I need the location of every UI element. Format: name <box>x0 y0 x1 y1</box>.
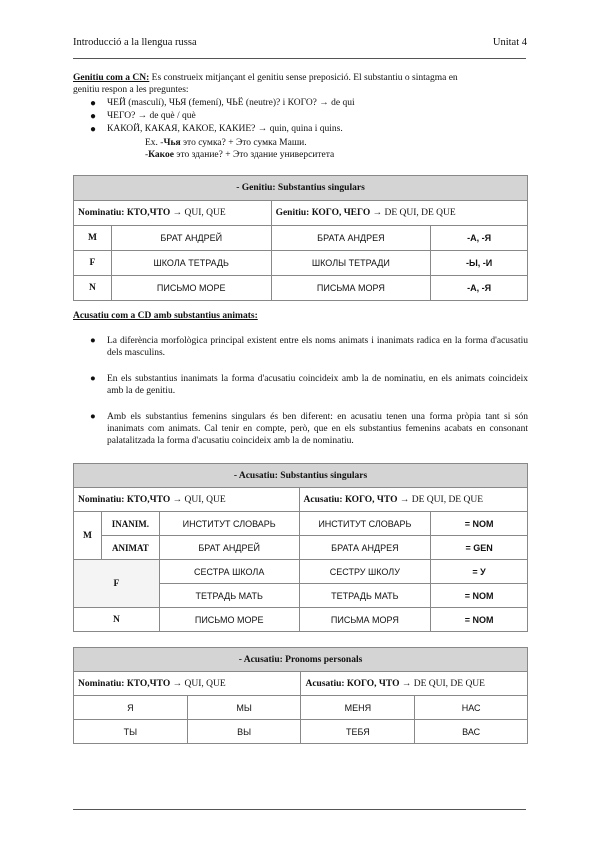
example-1: Ex. -Чья это сумка? + Это сумка Маши. <box>145 138 307 148</box>
table-row: N ПИСЬМО МОРЕ ПИСЬМА МОРЯ = NOM <box>74 608 528 632</box>
list-item: ● En els substantius inanimats la forma d'acusatiu coincideix amb la de nominatiu, en els animats coincideix amb la de genitiu. <box>90 374 528 396</box>
table-row: F ШКОЛА ТЕТРАДЬ ШКОЛЫ ТЕТРАДИ -Ы, -И <box>74 251 528 276</box>
table-header: Nominatiu: КТО,ЧТО → QUI, QUE <box>74 672 301 696</box>
table-row: ТЫ ВЫ ТЕБЯ ВАС <box>74 720 528 744</box>
table-row: F СЕСТРА ШКОЛА СЕСТРУ ШКОЛУ = У <box>74 560 528 584</box>
table-title: - Genitiu: Substantius singulars <box>74 176 528 201</box>
table-header: Genitiu: КОГО, ЧЕГО → DE QUI, DE QUE <box>271 201 527 226</box>
table-header: Nominatiu: КТО,ЧТО → QUI, QUE <box>74 488 300 512</box>
header-title: Introducció a la llengua russa <box>73 37 197 48</box>
list-item: ● Amb els substantius femenins singulars és ben diferent: en acusatiu tenen una forma pròpia tant si són inanimats com animats. Cal tenir en compte, però, que en els substantius femenins acabats en consonant palatalitzada la forma d'acusatiu coincideix amb la de nominatiu. <box>90 412 528 446</box>
acusatiu-table <box>73 463 528 632</box>
example-2: -Какое это здание? + Это здание университета <box>145 150 335 160</box>
table-row: ТЕТРАДЬ МАТЬ ТЕТРАДЬ МАТЬ = NOM <box>74 584 528 608</box>
list-item: ● La diferència morfològica principal existent entre els noms animats i inanimats radica en la forma d'acusatiu dels masculins. <box>90 336 528 358</box>
genitiu-table <box>73 175 528 301</box>
footer-rule <box>73 809 526 810</box>
table-title: - Acusatiu: Pronoms personals <box>74 648 528 672</box>
acusatiu-title-line <box>73 311 528 323</box>
table-header: Acusatiu: КОГО, ЧТО → DE QUI, DE QUE <box>299 488 527 512</box>
header-rule <box>73 58 526 59</box>
table-row: M БРАТ АНДРЕЙ БРАТА АНДРЕЯ -А, -Я <box>74 226 528 251</box>
table-row: ANIMAT БРАТ АНДРЕЙ БРАТА АНДРЕЯ = GEN <box>74 536 528 560</box>
table-row: Я МЫ МЕНЯ НАС <box>74 696 528 720</box>
table-row: M INANIM. ИНСТИТУТ СЛОВАРЬ ИНСТИТУТ СЛОВАРЬ = NOM <box>74 512 528 536</box>
header-unit: Unitat 4 <box>492 37 527 48</box>
table-header: Acusatiu: КОГО, ЧТО → DE QUI, DE QUE <box>301 672 528 696</box>
genitiu-paragraph: Genitiu com a CN: Es construeix mitjançant el genitiu sense preposició. El substantiu o sintagma en genitiu respon a les preguntes: <box>73 73 458 95</box>
pronoms-table <box>73 647 528 744</box>
table-title: - Acusatiu: Substantius singulars <box>74 464 528 488</box>
table-row: N ПИСЬМО МОРЕ ПИСЬМА МОРЯ -А, -Я <box>74 276 528 301</box>
genitiu-title: Genitiu com a CN: <box>73 73 150 83</box>
table-header: Nominatiu: КТО,ЧТО → QUI, QUE <box>74 201 272 226</box>
acusatiu-title: Acusatiu com a CD amb substantius animats: <box>73 311 258 321</box>
